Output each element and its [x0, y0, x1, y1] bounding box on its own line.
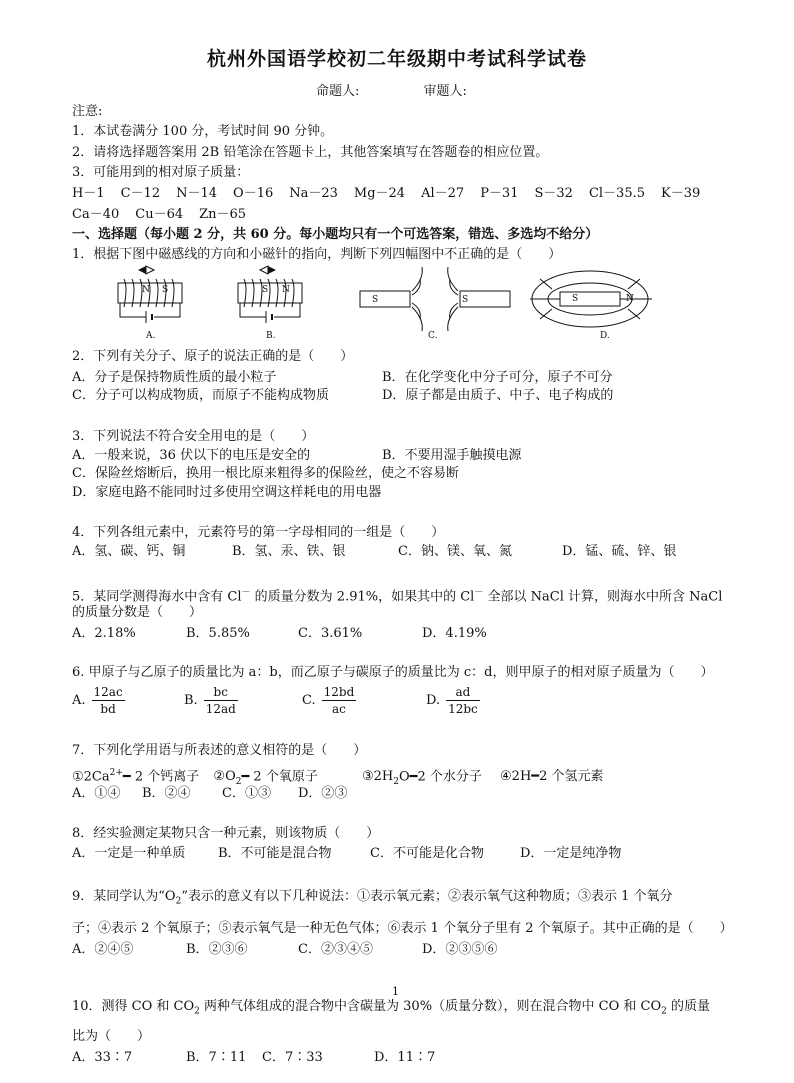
- magnet-pole-label: S: [262, 285, 269, 295]
- option: C．钠、镁、氧、氮: [398, 544, 512, 559]
- figure-label: A.: [146, 331, 156, 341]
- option-fraction-d: D. $\frac{ad}{12bc}$: [426, 685, 478, 716]
- question-1-stem: 1．根据下图中磁感线的方向和小磁针的指向，判断下列四幅图中不正确的是（ ）: [72, 247, 562, 262]
- figure-b-solenoid: [238, 266, 302, 323]
- question-10-stem-cont: 比为（ ）: [72, 1029, 151, 1044]
- question-4-stem: 4．下列各组元素中，元素符号的第一字母相同的一组是（ ）: [72, 525, 445, 540]
- atomic-mass-item: H－1: [72, 186, 105, 201]
- option: A．①④: [72, 786, 121, 801]
- section-heading: 一、选择题（每小题 2 分，共 60 分。每小题均只有一个可选答案，错选、多选均不给分）: [72, 227, 599, 242]
- magnet-pole-label: S: [572, 294, 579, 304]
- atomic-mass-item: Na－23: [289, 186, 338, 201]
- notice-item: 2．请将选择题答案用 2B 铅笔涂在答题卡上，其他答案填写在答题卷的相应位置。: [72, 145, 549, 160]
- option: B．②④: [142, 786, 191, 801]
- magnet-pole-label: N: [142, 285, 150, 295]
- option: A．氢、碳、钙、铜: [72, 544, 186, 559]
- atomic-mass-item: K－39: [661, 186, 701, 201]
- figure-label: C.: [428, 331, 438, 341]
- option: A．分子是保持物质性质的最小粒子: [72, 370, 277, 385]
- question-10-stem: 10．测得 CO 和 $CO_2$ 两种气体组成的混合物中含碳量为 30%（质量分数），则在混合物中 CO 和 $CO_2$ 的质量: [72, 999, 711, 1017]
- option: A．2.18%: [72, 626, 136, 641]
- figure-label: D.: [600, 331, 610, 341]
- option-fraction-b: B. $\frac{bc}{12ad}$: [184, 685, 236, 716]
- atomic-mass-item: N－14: [176, 186, 218, 201]
- exam-title: 杭州外国语学校初二年级期中考试科学试卷: [206, 48, 587, 70]
- option: C．7∶33: [262, 1050, 323, 1065]
- atomic-mass-item: O－16: [233, 186, 274, 201]
- question-5-stem: 5．某同学测得海水中含有 Cl－ 的质量分数为 2.91%，如果其中的 Cl－ 全部以 NaCl 计算，则海水中所含 NaCl: [72, 588, 723, 605]
- magnet-pole-label: N: [626, 294, 634, 304]
- option-fraction-a: A. $\frac{12ac}{bd}$: [72, 685, 123, 716]
- magnet-pole-label: S: [462, 295, 469, 305]
- option: B．氢、汞、铁、银: [232, 544, 346, 559]
- notice-label: 注意:: [72, 104, 103, 119]
- page-number: 1: [392, 985, 399, 998]
- option: B．②③⑥: [186, 942, 248, 957]
- notice-item: 3．可能用到的相对原子质量：: [72, 165, 250, 180]
- option: D．11∶7: [374, 1050, 436, 1065]
- atomic-mass-item: S－32: [534, 186, 573, 201]
- option: A．33∶7: [72, 1050, 133, 1065]
- question-9-stem-cont: 子；④表示 2 个氧原子；⑤表示氧气是一种无色气体；⑥表示 1 个氧分子里有 2 个氧原子。其中正确的是（ ）: [72, 921, 733, 936]
- magnet-pole-label: S: [372, 295, 379, 305]
- question-6-stem: 6. 甲原子与乙原子的质量比为 a：b，而乙原子与碳原子的质量比为 c：d，则甲原子的相对原子质量为（ ）: [72, 665, 714, 680]
- option: D．家庭电路不能同时过多使用空调这样耗电的用电器: [72, 485, 382, 500]
- atomic-mass-item: Cu－64: [135, 207, 184, 222]
- question-3-stem: 3．下列说法不符合安全用电的是（ ）: [72, 429, 315, 444]
- atomic-mass-item: Cl－35.5: [588, 186, 645, 201]
- atomic-mass-item: Zn－65: [199, 207, 247, 222]
- question-7-stem: 7．下列化学用语与所表述的意义相符的是（ ）: [72, 743, 367, 758]
- atomic-mass-item: Ca－40: [72, 207, 120, 222]
- magnet-pole-label: S: [162, 285, 169, 295]
- option: C．3.61%: [298, 626, 363, 641]
- figure-a-solenoid: [118, 266, 182, 323]
- setter-label: 命题人:: [316, 84, 360, 99]
- option: C．保险丝熔断后，换用一根比原来粗得多的保险丝，使之不容易断: [72, 466, 459, 481]
- option: D．原子都是由质子、中子、电子构成的: [382, 388, 614, 403]
- question-7-items: $①2Ca^{2+}━$ 2 个钙离子 $②O_2━$ 2 个氧原子 $③2H_2O━2$ 个水分子 ④2H━2 个氢元素: [72, 768, 604, 787]
- option: B．7∶11: [186, 1050, 247, 1065]
- atomic-mass-item: Al－27: [421, 186, 465, 201]
- option: A．②④⑤: [72, 942, 134, 957]
- option-fraction-c: C. $\frac{12bd}{ac}$: [302, 685, 355, 716]
- option: A．一定是一种单质: [72, 846, 186, 861]
- option: C．①③: [222, 786, 271, 801]
- option: C．不可能是化合物: [370, 846, 484, 861]
- atomic-masses-row: [72, 206, 262, 224]
- option: B．5.85%: [186, 626, 250, 641]
- option: D．4.19%: [422, 626, 487, 641]
- question-8-stem: 8．经实验测定某物只含一种元素，则该物质（ ）: [72, 826, 380, 841]
- question-9-stem: 9．某同学认为“$O_2$”表示的意义有以下几种说法：①表示氧元素；②表示氧气这种物质；③表示 1 个氧分: [72, 889, 673, 907]
- option: B．在化学变化中分子可分，原子不可分: [382, 370, 613, 385]
- reviewer-label: 审题人:: [423, 84, 467, 99]
- magnet-pole-label: N: [282, 285, 290, 295]
- option: C．②③④⑤: [298, 942, 373, 957]
- figure-label: B.: [266, 331, 276, 341]
- option: B．不要用湿手触摸电源: [382, 448, 522, 463]
- question-5-stem-cont: 的质量分数是（ ）: [72, 605, 203, 620]
- option: C．分子可以构成物质，而原子不能构成物质: [72, 388, 329, 403]
- magnetic-field-diagrams: [110, 265, 670, 345]
- option: D．一定是纯净物: [520, 846, 622, 861]
- atomic-mass-item: Mg－24: [353, 186, 406, 201]
- option: A．一般来说，36 伏以下的电压是安全的: [72, 448, 311, 463]
- magnet-figures: [110, 265, 670, 349]
- option: B．不可能是混合物: [218, 846, 332, 861]
- question-2-stem: 2．下列有关分子、原子的说法正确的是（ ）: [72, 349, 354, 364]
- notice-item: 1．本试卷满分 100 分，考试时间 90 分钟。: [72, 124, 334, 139]
- atomic-mass-item: P－31: [480, 186, 519, 201]
- atomic-mass-item: C－12: [120, 186, 161, 201]
- authors-line: [316, 80, 527, 99]
- atomic-masses-row: [72, 185, 716, 203]
- option: D．②③: [298, 786, 348, 801]
- option: D．锰、硫、锌、银: [562, 544, 677, 559]
- option: D．②③⑤⑥: [422, 942, 498, 957]
- figure-c-magnets: [360, 267, 510, 331]
